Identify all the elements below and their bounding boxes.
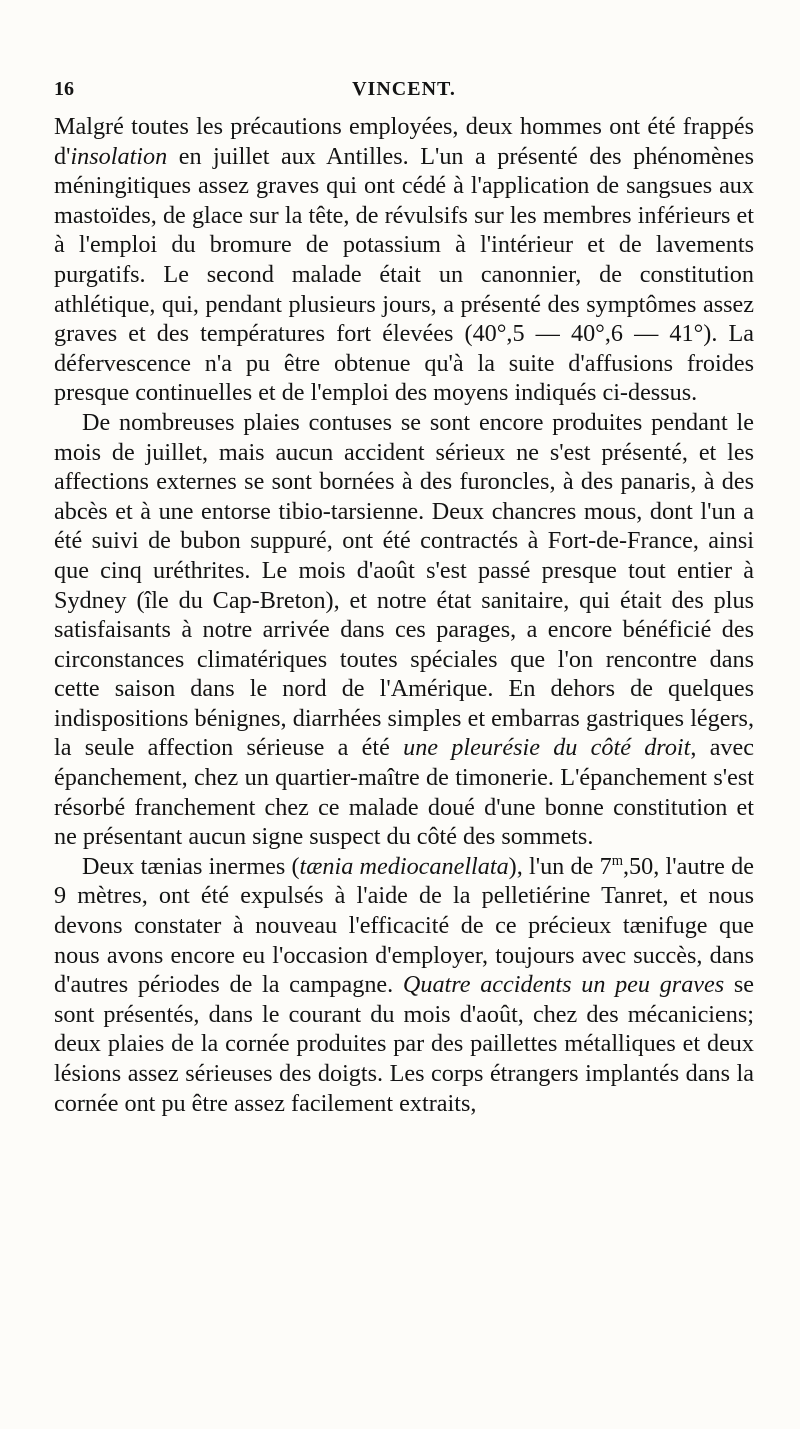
- text-run: ), l'un de 7: [508, 852, 612, 880]
- italic-text: une pleurésie du côté droit: [403, 734, 691, 762]
- text-run: Deux tænias inermes (: [82, 852, 300, 880]
- document-page: [54, 78, 754, 1118]
- italic-text: insolation: [70, 142, 168, 170]
- paragraph: [54, 852, 754, 1118]
- text-run: Malgré toutes les précautions employées, deux hommes ont été frappés d': [54, 113, 754, 170]
- running-head: VINCENT.: [352, 78, 456, 100]
- text-run: De nombreuses plaies contuses se sont encore produites pendant le mois de juillet, mais aucun accident sérieux ne s'est présenté, et les affections externes se sont bornées à des furoncles, à des panaris, à des abcès et à une entorse tibio-tarsienne. Deux chancres mous, dont l'un a été suivi de bubon suppuré, ont été contractés à Fort-de-France, ainsi que cinq uréthrites. Le mois d'août s'est passé presque tout entier à Sydney (île du Cap-Breton), et notre état sanitaire, qui était des plus satisfaisants à notre arrivée dans ces parages, a encore bénéficié des circonstances climatériques toutes spéciales que l'on rencontre dans cette saison dans le nord de l'Amérique. En dehors de quelques indispositions bénignes, diarrhées simples et embarras gastriques légers, la seule affection sérieuse a été: [54, 408, 754, 762]
- paragraph: [54, 112, 754, 408]
- text-run: ,50, l'autre de 9 mètres, ont été expulsés à l'aide de la pelletiérine Tanret, et nous devons constater à nouveau l'efficacité de ce précieux tænifuge que nous avons encore eu l'occasion d'employer, toujours avec succès, dans d'autres périodes de la campagne.: [54, 852, 754, 999]
- body-text: [54, 112, 754, 1118]
- italic-text: tænia mediocanellata: [299, 852, 509, 880]
- text-run: , avec épanchement, chez un quartier-maître de timonerie. L'épanchement s'est résorbé franchement chez ce malade doué d'une bonne constitution et ne présentant aucun signe suspect du côté des sommets.: [54, 734, 754, 851]
- paragraph: [54, 408, 754, 852]
- superscript-text: m: [611, 852, 623, 869]
- page-header: [54, 78, 754, 112]
- italic-text: Quatre accidents un peu graves: [402, 971, 725, 999]
- text-run: se sont présentés, dans le courant du mois d'août, chez des mécaniciens; deux plaies de la cornée produites par des paillettes métalliques et deux lésions assez sérieuses des doigts. Les corps étrangers implantés dans la cornée ont pu être assez facilement extraits,: [54, 971, 755, 1117]
- text-run: en juillet aux Antilles. L'un a présenté des phénomènes méningitiques assez graves qui ont cédé à l'application de sangsues aux mastoïdes, de glace sur la tête, de révulsifs sur les membres inférieurs et à l'emploi du bromure de potassium à l'intérieur et de lavements purgatifs. Le second malade était un canonnier, de constitution athlétique, qui, pendant plusieurs jours, a présenté des symptômes assez graves et des températures fort élevées (40°,5 — 40°,6 — 41°). La défervescence n'a pu être obtenue qu'à la suite d'affusions froides presque continuelles et de l'emploi des moyens indiqués ci-dessus.: [54, 142, 754, 407]
- page-number: 16: [54, 78, 74, 100]
